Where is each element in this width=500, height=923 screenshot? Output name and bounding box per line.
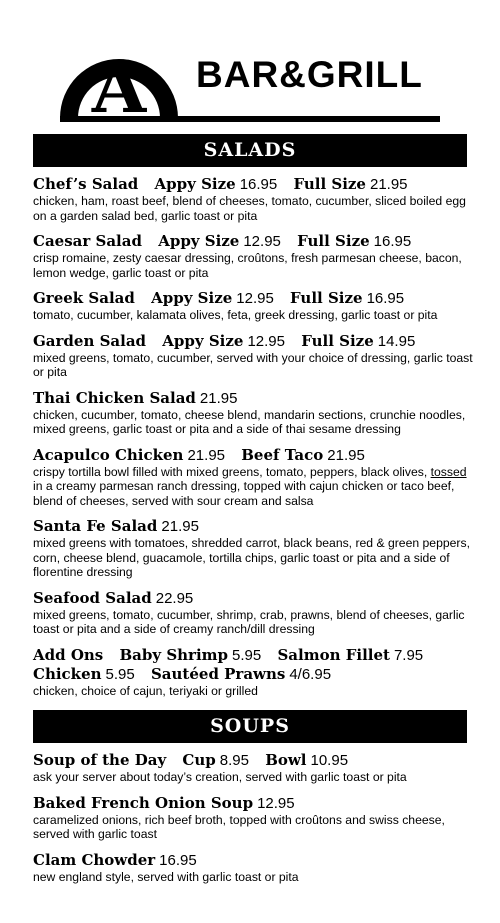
- salads-list: [33, 175, 473, 707]
- item-name: Chef’s Salad: [33, 175, 139, 193]
- size-label: Full Size: [293, 175, 366, 193]
- size-label: Bowl: [265, 751, 307, 769]
- salads-heading: SALADS: [33, 134, 467, 167]
- item-name: Acapulco Chicken: [33, 445, 184, 464]
- item-price: 12.95: [243, 233, 281, 250]
- item-name: Baked French Onion Soup: [33, 793, 254, 812]
- item-description: new england style, served with garlic toast or pita: [33, 869, 299, 884]
- menu-item-soup-of-the-day: [33, 751, 473, 785]
- description-part: crispy tortilla bowl filled with mixed greens, tomato, peppers, black olives,: [33, 464, 431, 479]
- soups-heading: SOUPS: [33, 710, 467, 743]
- menu-item-caesar-salad: [33, 232, 473, 280]
- item-description: [33, 465, 473, 509]
- item-price: 4/6.95: [289, 665, 332, 683]
- item-description: tomato, cucumber, kalamata olives, feta, greek dressing, garlic toast or pita: [33, 308, 438, 322]
- soups-list: [33, 751, 473, 893]
- menu-item-garden-salad: [33, 332, 473, 380]
- menu-item-acapulco-chicken: [33, 446, 473, 509]
- description-part: in a creamy parmesan ranch dressing, topped with cajun chicken or taco beef, blend of cheeses, served with sour cream and salsa: [33, 479, 455, 508]
- size-label: Appy Size: [154, 175, 236, 193]
- item-price: 21.95: [369, 176, 408, 193]
- item-description: ask your server about today’s creation, served with garlic toast or pita: [33, 770, 407, 784]
- item-name: Soup of the Day: [33, 751, 167, 769]
- item-price: 16.95: [373, 233, 412, 250]
- description-underlined: tossed: [430, 464, 467, 479]
- size-label: Appy Size: [151, 289, 233, 307]
- item-price: 14.95: [377, 332, 416, 350]
- item-name: Garden Salad: [33, 331, 147, 350]
- item-name: Seafood Salad: [33, 588, 152, 607]
- size-label: Cup: [182, 751, 216, 769]
- item-description: crisp romaine, zesty caesar dressing, croûtons, fresh parmesan cheese, bacon, lemon wedge, garlic toast or pita: [33, 251, 462, 280]
- item-price: 16.95: [159, 851, 197, 869]
- size-label: Appy Size: [158, 232, 240, 250]
- menu-item-greek-salad: [33, 289, 473, 323]
- item-name: Caesar Salad: [33, 232, 142, 250]
- item-name: Thai Chicken Salad: [33, 388, 196, 407]
- size-label: Full Size: [297, 232, 370, 250]
- item-price: 7.95: [393, 646, 424, 664]
- item-price: 12.95: [236, 290, 274, 307]
- item-price: 5.95: [232, 646, 262, 664]
- item-price: 5.95: [105, 665, 135, 683]
- item-name: Add Ons: [33, 645, 104, 664]
- addon-label: Salmon Fillet: [277, 645, 390, 664]
- item-price: 16.95: [366, 290, 405, 307]
- item-price: 21.95: [327, 446, 365, 464]
- item-price: 12.95: [247, 332, 285, 350]
- menu-item-clam-chowder: [33, 851, 473, 885]
- menu-item-add-ons: [33, 646, 473, 699]
- size-label: Appy Size: [162, 331, 244, 350]
- item-name: Beef Taco: [241, 445, 324, 464]
- item-price: 10.95: [310, 752, 349, 769]
- addon-label: Chicken: [33, 664, 102, 683]
- item-description: chicken, cucumber, tomato, cheese blend, mandarin sections, crunchie noodles, mixed greens, garlic toast or pita and a side of thai sesame dressing: [33, 407, 466, 436]
- item-price: 21.95: [199, 389, 238, 407]
- menu-item-thai-chicken-salad: [33, 389, 473, 437]
- item-name: Santa Fe Salad: [33, 517, 158, 535]
- item-description: mixed greens, tomato, cucumber, shrimp, crab, prawns, blend of cheeses, garlic toast or pita and a side of creamy ranch/dill dressing: [33, 607, 465, 636]
- menu-item-seafood-salad: [33, 589, 473, 637]
- logo-letter: A: [91, 46, 147, 129]
- item-description: chicken, ham, roast beef, blend of cheeses, tomato, cucumber, sliced boiled egg on a garden salad bed, garlic toast or pita: [33, 194, 466, 223]
- logo-wordmark: BAR&GRILL: [196, 54, 423, 95]
- item-price: 8.95: [219, 752, 249, 769]
- addon-label: Baby Shrimp: [119, 645, 229, 664]
- item-price: 22.95: [155, 589, 194, 607]
- item-price: 12.95: [257, 794, 295, 812]
- item-price: 16.95: [239, 176, 278, 193]
- menu-item-santa-fe-salad: [33, 517, 473, 580]
- item-name: Clam Chowder: [33, 850, 156, 869]
- item-price: 21.95: [187, 446, 226, 464]
- addon-label: Sautéed Prawns: [150, 664, 286, 683]
- menu-item-chefs-salad: [33, 175, 473, 223]
- item-description: mixed greens with tomatoes, shredded carrot, black beans, red & green peppers, corn, cheese blend, guacamole, tortilla chips, garlic toast or pita and a side of florentine dressing: [33, 536, 470, 579]
- item-description: caramelized onions, rich beef broth, topped with croûtons and swiss cheese, served with garlic toast: [33, 812, 445, 841]
- item-description: chicken, choice of cajun, teriyaki or grilled: [33, 683, 258, 698]
- item-name: Greek Salad: [33, 289, 135, 307]
- item-price: 21.95: [161, 518, 199, 535]
- size-label: Full Size: [301, 331, 374, 350]
- size-label: Full Size: [290, 289, 363, 307]
- item-description: mixed greens, tomato, cucumber, served with your choice of dressing, garlic toast or pita: [33, 350, 473, 379]
- logo: [0, 0, 500, 130]
- menu-item-french-onion-soup: [33, 794, 473, 842]
